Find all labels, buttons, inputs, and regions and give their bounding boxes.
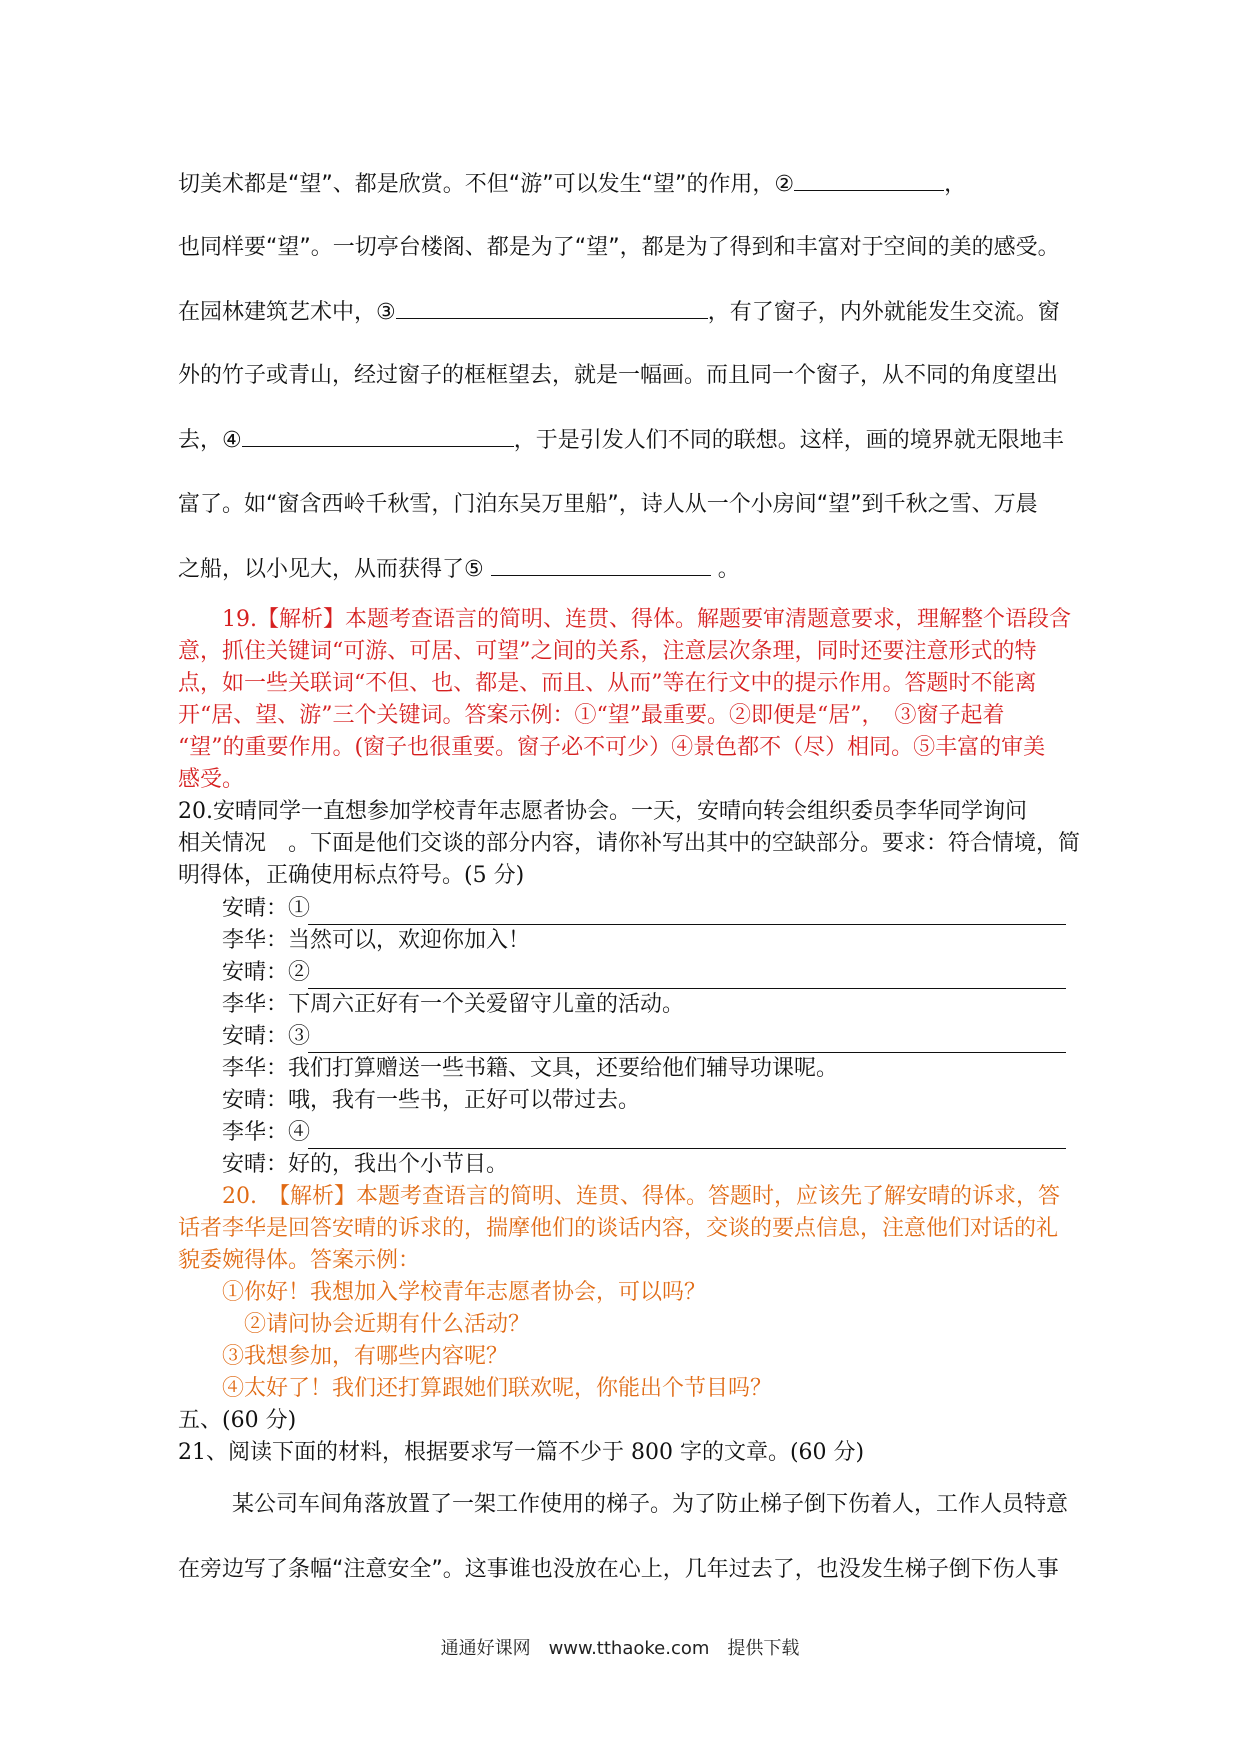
passage-text: 之船，以小见大，从而获得了⑤ (178, 557, 484, 582)
analysis-19-line: 感受。 (178, 767, 245, 792)
section-5-heading: 五、(60 分) (178, 1408, 297, 1433)
passage-line-1 (178, 168, 1070, 201)
passage-line-3 (178, 296, 1070, 329)
passage-text: ，有了窗子，内外就能发生交流。窗 (707, 300, 1060, 325)
passage-text: 在园林建筑艺术中，③ (178, 300, 396, 325)
dialogue-line-5: 安晴：③ (222, 1024, 311, 1049)
passage-line-7 (178, 553, 1070, 586)
passage-line-6: 富了。如“窗含西岭千秋雪，门泊东吴万里船”，诗人从一个小房间“望”到千秋之雪、万晨 (178, 492, 1038, 517)
analysis-19-line: 点，如一些关联词“不但、也、都是、而且、从而”等在行文中的提示作用。答题时不能离 (178, 671, 1037, 696)
sample-answer-1: ①你好！我想加入学校青年志愿者协会，可以吗？ (222, 1280, 707, 1305)
answer-blank-4[interactable] (242, 424, 514, 447)
dialogue-line-3: 安晴：② (222, 960, 311, 985)
question-20-line: 20.安晴同学一直想参加学校青年志愿者协会。一天，安晴向转会组织委员李华同学询问 (178, 799, 1027, 824)
dialogue-line-4: 李华：下周六正好有一个关爱留守儿童的活动。 (222, 992, 685, 1017)
material-line-1: 某公司车间角落放置了一架工作使用的梯子。为了防止梯子倒下伤着人，工作人员特意 (232, 1492, 1069, 1517)
passage-text: 。 (717, 557, 740, 582)
answer-blank-3[interactable] (396, 296, 708, 319)
answer-blank-2[interactable] (794, 168, 944, 191)
question-20-line: 相关情况 。下面是他们交谈的部分内容，请你补写出其中的空缺部分。要求：符合情境，简 (178, 831, 1081, 856)
dialogue-line-7: 安晴：哦，我有一些书，正好可以带过去。 (222, 1088, 641, 1113)
answer-blank-5[interactable] (491, 553, 711, 576)
passage-line-4: 外的竹子或青山，经过窗子的框框望去，就是一幅画。而且同一个窗子，从不同的角度望出 (178, 363, 1059, 388)
dialogue-line-9: 安晴：好的，我出个小节目。 (222, 1152, 509, 1177)
sample-answer-4: ④太好了！我们还打算跟她们联欢呢，你能出个节目吗？ (222, 1376, 773, 1401)
dialogue-line-2: 李华：当然可以，欢迎你加入！ (222, 928, 531, 953)
analysis-19-line: 开“居、望、游”三个关键词。答案示例：①“望”最重要。②即便是“居”， ③窗子起着 (178, 703, 1005, 728)
sample-answer-2: ②请问协会近期有什么活动？ (244, 1312, 531, 1337)
dialogue-line-8: 李华：④ (222, 1120, 311, 1145)
analysis-20-line: 貌委婉得体。答案示例： (178, 1248, 421, 1273)
passage-text: ，于是引发人们不同的联想。这样，画的境界就无限地丰 (513, 428, 1064, 453)
passage-line-2: 也同样要“望”。一切亭台楼阁、都是为了“望”，都是为了得到和丰富对于空间的美的感受。 (178, 235, 1060, 260)
analysis-19-line: “望”的重要作用。(窗子也很重要。窗子必不可少）④景色都不（尽）相同。⑤丰富的审美 (178, 735, 1046, 760)
passage-text: ， (944, 172, 967, 197)
analysis-19-line: 19.【解析】本题考查语言的简明、连贯、得体。解题要审清题意要求，理解整个语段含 (222, 607, 1071, 632)
analysis-20-line: 20. 【解析】本题考查语言的简明、连贯、得体。答题时，应该先了解安晴的诉求，答 (222, 1184, 1060, 1209)
question-20-line: 明得体，正确使用标点符号。(5 分) (178, 863, 525, 888)
passage-text: 切美术都是“望”、都是欣赏。不但“游”可以发生“望”的作用，② (178, 172, 795, 197)
question-21: 21、阅读下面的材料，根据要求写一篇不少于 800 字的文章。(60 分) (178, 1440, 865, 1465)
material-line-2: 在旁边写了条幅“注意安全”。这事谁也没放在心上，几年过去了，也没发生梯子倒下伤人事 (178, 1557, 1059, 1582)
passage-text: 去，④ (178, 428, 242, 453)
analysis-19-line: 意，抓住关键词“可游、可居、可望”之间的关系，注意层次条理，同时还要注意形式的特 (178, 639, 1037, 664)
dialogue-line-6: 李华：我们打算赠送一些书籍、文具，还要给他们辅导功课呢。 (222, 1056, 839, 1081)
passage-line-5 (178, 424, 1070, 457)
page-footer: 通通好课网 www.tthaoke.com 提供下载 (440, 1638, 800, 1659)
analysis-20-line: 话者李华是回答安晴的诉求的，揣摩他们的谈话内容，交谈的要点信息，注意他们对话的礼 (178, 1216, 1059, 1241)
dialogue-line-1: 安晴：① (222, 896, 311, 921)
sample-answer-3: ③我想参加，有哪些内容呢？ (222, 1344, 509, 1369)
